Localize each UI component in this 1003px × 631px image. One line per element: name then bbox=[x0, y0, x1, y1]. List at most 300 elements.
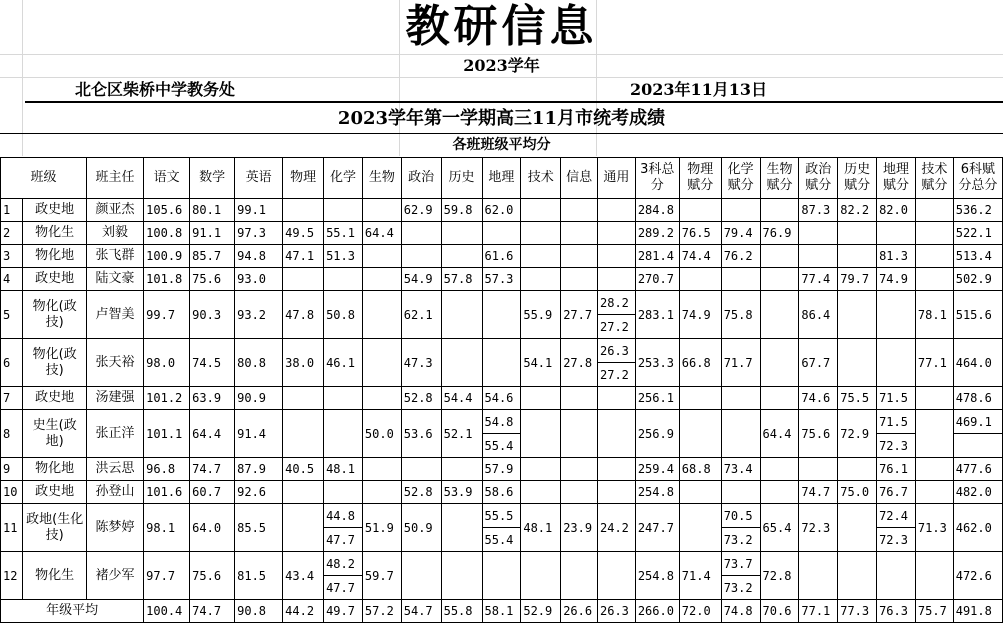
score-cell: 62.9 bbox=[401, 199, 441, 222]
score-cell: 284.8 bbox=[635, 199, 679, 222]
score-cell: 72.0 bbox=[679, 600, 721, 623]
score-cell: 100.8 bbox=[144, 222, 190, 245]
teacher-cell: 洪云思 bbox=[86, 458, 143, 481]
score-cell: 100.4 bbox=[144, 600, 190, 623]
score-cell bbox=[799, 222, 838, 245]
score-cell: 63.9 bbox=[190, 387, 235, 410]
score-cell: 259.4 bbox=[635, 458, 679, 481]
score-cell: 536.2 bbox=[953, 199, 1002, 222]
score-cell: 101.1 bbox=[144, 410, 190, 458]
col-header: 数学 bbox=[190, 158, 235, 199]
col-header: 英语 bbox=[235, 158, 283, 199]
score-cell bbox=[721, 410, 760, 458]
score-cell: 78.1 bbox=[915, 291, 953, 339]
score-cell: 27.2 bbox=[598, 363, 636, 387]
score-cell: 477.6 bbox=[953, 458, 1002, 481]
score-cell: 92.6 bbox=[235, 481, 283, 504]
score-cell: 72.3 bbox=[877, 434, 916, 458]
score-cell: 254.8 bbox=[635, 481, 679, 504]
score-cell: 266.0 bbox=[635, 600, 679, 623]
average-row bbox=[1, 600, 1003, 623]
score-cell: 270.7 bbox=[635, 268, 679, 291]
teacher-cell: 张正洋 bbox=[86, 410, 143, 458]
score-cell bbox=[838, 504, 877, 552]
score-cell bbox=[362, 245, 401, 268]
score-cell bbox=[838, 339, 877, 387]
score-cell bbox=[760, 268, 799, 291]
score-cell bbox=[760, 481, 799, 504]
score-cell: 502.9 bbox=[953, 268, 1002, 291]
score-cell: 47.8 bbox=[283, 291, 324, 339]
score-cell: 23.9 bbox=[561, 504, 598, 552]
table-row bbox=[1, 387, 1003, 410]
table-row bbox=[1, 291, 1003, 315]
score-cell: 96.8 bbox=[144, 458, 190, 481]
score-cell: 100.9 bbox=[144, 245, 190, 268]
score-cell: 54.7 bbox=[401, 600, 441, 623]
score-cell bbox=[598, 222, 636, 245]
score-cell bbox=[401, 245, 441, 268]
score-cell: 44.2 bbox=[283, 600, 324, 623]
score-cell bbox=[283, 481, 324, 504]
score-cell: 482.0 bbox=[953, 481, 1002, 504]
class-cell: 物化(政技) bbox=[23, 339, 86, 387]
score-cell: 74.7 bbox=[190, 458, 235, 481]
score-cell bbox=[760, 245, 799, 268]
score-cell bbox=[799, 458, 838, 481]
score-cell: 72.3 bbox=[799, 504, 838, 552]
score-cell: 85.5 bbox=[235, 504, 283, 552]
row-number: 3 bbox=[1, 245, 23, 268]
score-cell: 70.5 bbox=[721, 504, 760, 528]
score-cell: 472.6 bbox=[953, 552, 1002, 600]
score-cell: 99.7 bbox=[144, 291, 190, 339]
score-cell: 47.7 bbox=[324, 576, 363, 600]
score-cell bbox=[561, 268, 598, 291]
score-cell bbox=[877, 552, 916, 600]
score-cell: 49.5 bbox=[283, 222, 324, 245]
score-cell bbox=[877, 222, 916, 245]
score-cell bbox=[915, 222, 953, 245]
score-cell: 75.5 bbox=[838, 387, 877, 410]
score-cell: 76.9 bbox=[760, 222, 799, 245]
score-cell: 43.4 bbox=[283, 552, 324, 600]
score-cell bbox=[760, 199, 799, 222]
score-cell bbox=[679, 410, 721, 458]
score-cell: 97.3 bbox=[235, 222, 283, 245]
score-cell bbox=[915, 458, 953, 481]
gridline bbox=[0, 77, 1003, 78]
score-cell: 62.0 bbox=[482, 199, 521, 222]
score-cell: 66.8 bbox=[679, 339, 721, 387]
score-cell bbox=[441, 339, 482, 387]
score-cell: 76.3 bbox=[877, 600, 916, 623]
score-cell: 90.3 bbox=[190, 291, 235, 339]
score-cell: 60.7 bbox=[190, 481, 235, 504]
row-number: 8 bbox=[1, 410, 23, 458]
score-cell: 72.8 bbox=[760, 552, 799, 600]
score-cell: 247.7 bbox=[635, 504, 679, 552]
teacher-cell: 张天裕 bbox=[86, 339, 143, 387]
col-header: 历史赋分 bbox=[838, 158, 877, 199]
score-cell bbox=[598, 199, 636, 222]
row-number: 1 bbox=[1, 199, 23, 222]
score-cell bbox=[915, 199, 953, 222]
score-cell bbox=[401, 222, 441, 245]
score-cell bbox=[441, 291, 482, 339]
col-header: 技术赋分 bbox=[915, 158, 953, 199]
score-cell bbox=[721, 199, 760, 222]
col-header: 3科总分 bbox=[635, 158, 679, 199]
score-cell: 256.1 bbox=[635, 387, 679, 410]
score-cell bbox=[482, 339, 521, 387]
score-cell bbox=[721, 387, 760, 410]
score-cell: 75.8 bbox=[721, 291, 760, 339]
score-cell: 58.1 bbox=[482, 600, 521, 623]
row-number: 10 bbox=[1, 481, 23, 504]
score-cell bbox=[482, 222, 521, 245]
score-cell: 51.9 bbox=[362, 504, 401, 552]
teacher-cell: 褚少军 bbox=[86, 552, 143, 600]
score-cell: 281.4 bbox=[635, 245, 679, 268]
score-cell: 26.3 bbox=[598, 600, 636, 623]
score-cell: 81.5 bbox=[235, 552, 283, 600]
table-row bbox=[1, 245, 1003, 268]
score-cell: 82.2 bbox=[838, 199, 877, 222]
score-cell: 101.8 bbox=[144, 268, 190, 291]
score-cell bbox=[877, 339, 916, 387]
class-cell: 政地(生化技) bbox=[23, 504, 86, 552]
score-cell: 522.1 bbox=[953, 222, 1002, 245]
issue-date: 2023年11月13日 bbox=[630, 80, 768, 99]
col-header: 地理 bbox=[482, 158, 521, 199]
score-cell: 27.8 bbox=[561, 339, 598, 387]
score-cell: 28.2 bbox=[598, 291, 636, 315]
class-cell: 物化(政技) bbox=[23, 291, 86, 339]
score-cell bbox=[362, 387, 401, 410]
score-cell: 256.9 bbox=[635, 410, 679, 458]
score-cell: 26.6 bbox=[561, 600, 598, 623]
score-cell: 77.1 bbox=[799, 600, 838, 623]
score-cell: 47.7 bbox=[324, 528, 363, 552]
score-cell bbox=[721, 481, 760, 504]
row-number: 2 bbox=[1, 222, 23, 245]
score-cell: 513.4 bbox=[953, 245, 1002, 268]
row-number: 5 bbox=[1, 291, 23, 339]
col-header: 地理赋分 bbox=[877, 158, 916, 199]
score-cell bbox=[324, 199, 363, 222]
score-cell: 469.1 bbox=[953, 410, 1002, 434]
score-cell: 74.6 bbox=[799, 387, 838, 410]
score-cell: 26.3 bbox=[598, 339, 636, 363]
score-cell: 72.9 bbox=[838, 410, 877, 458]
score-cell: 283.1 bbox=[635, 291, 679, 339]
score-cell: 101.6 bbox=[144, 481, 190, 504]
score-cell: 73.2 bbox=[721, 576, 760, 600]
score-cell: 98.0 bbox=[144, 339, 190, 387]
score-cell bbox=[679, 504, 721, 552]
row-number: 7 bbox=[1, 387, 23, 410]
col-header: 信息 bbox=[561, 158, 598, 199]
score-cell: 75.6 bbox=[799, 410, 838, 458]
score-cell bbox=[521, 245, 561, 268]
score-cell: 74.8 bbox=[721, 600, 760, 623]
score-cell bbox=[362, 458, 401, 481]
score-cell bbox=[482, 291, 521, 339]
col-header: 语文 bbox=[144, 158, 190, 199]
score-cell: 55.4 bbox=[482, 434, 521, 458]
score-cell bbox=[324, 410, 363, 458]
score-cell: 87.3 bbox=[799, 199, 838, 222]
score-cell: 61.6 bbox=[482, 245, 521, 268]
class-cell: 物化生 bbox=[23, 552, 86, 600]
col-header: 班主任 bbox=[86, 158, 143, 199]
score-cell: 72.3 bbox=[877, 528, 916, 552]
score-cell: 47.1 bbox=[283, 245, 324, 268]
score-cell bbox=[324, 387, 363, 410]
teacher-cell: 陆文豪 bbox=[86, 268, 143, 291]
score-cell: 76.1 bbox=[877, 458, 916, 481]
score-cell bbox=[877, 291, 916, 339]
score-cell bbox=[721, 268, 760, 291]
average-label: 年级平均 bbox=[1, 600, 144, 623]
col-header: 化学赋分 bbox=[721, 158, 760, 199]
class-cell: 物化地 bbox=[23, 245, 86, 268]
table-row bbox=[1, 504, 1003, 528]
score-cell: 55.8 bbox=[441, 600, 482, 623]
row-number: 12 bbox=[1, 552, 23, 600]
score-cell: 515.6 bbox=[953, 291, 1002, 339]
score-cell bbox=[799, 245, 838, 268]
score-cell: 53.6 bbox=[401, 410, 441, 458]
score-cell bbox=[679, 199, 721, 222]
score-cell: 65.4 bbox=[760, 504, 799, 552]
score-cell bbox=[679, 481, 721, 504]
teacher-cell: 孙登山 bbox=[86, 481, 143, 504]
score-cell bbox=[521, 268, 561, 291]
row-number: 6 bbox=[1, 339, 23, 387]
score-cell: 64.4 bbox=[362, 222, 401, 245]
score-cell: 67.7 bbox=[799, 339, 838, 387]
school-year: 2023学年 bbox=[463, 56, 540, 75]
score-cell bbox=[561, 552, 598, 600]
score-cell: 54.1 bbox=[521, 339, 561, 387]
score-cell bbox=[561, 245, 598, 268]
table-row bbox=[1, 458, 1003, 481]
score-cell: 99.1 bbox=[235, 199, 283, 222]
table-row bbox=[1, 268, 1003, 291]
score-cell: 54.9 bbox=[401, 268, 441, 291]
score-cell: 50.0 bbox=[362, 410, 401, 458]
score-cell: 52.8 bbox=[401, 387, 441, 410]
score-cell bbox=[598, 552, 636, 600]
table-row bbox=[1, 410, 1003, 434]
score-cell: 101.2 bbox=[144, 387, 190, 410]
col-header: 生物 bbox=[362, 158, 401, 199]
score-cell bbox=[401, 552, 441, 600]
score-cell: 59.8 bbox=[441, 199, 482, 222]
score-cell: 51.3 bbox=[324, 245, 363, 268]
score-cell bbox=[521, 387, 561, 410]
score-cell: 73.7 bbox=[721, 552, 760, 576]
score-cell: 74.7 bbox=[190, 600, 235, 623]
score-cell: 70.6 bbox=[760, 600, 799, 623]
col-header: 物理赋分 bbox=[679, 158, 721, 199]
class-cell: 政史地 bbox=[23, 199, 86, 222]
score-cell bbox=[441, 504, 482, 552]
score-cell bbox=[561, 481, 598, 504]
score-cell: 93.0 bbox=[235, 268, 283, 291]
score-cell: 464.0 bbox=[953, 339, 1002, 387]
class-cell: 史生(政地) bbox=[23, 410, 86, 458]
score-cell: 74.4 bbox=[679, 245, 721, 268]
score-cell bbox=[283, 387, 324, 410]
score-cell bbox=[838, 222, 877, 245]
score-cell bbox=[953, 434, 1002, 458]
score-cell: 54.4 bbox=[441, 387, 482, 410]
class-cell: 政史地 bbox=[23, 387, 86, 410]
score-cell: 53.9 bbox=[441, 481, 482, 504]
score-cell: 77.1 bbox=[915, 339, 953, 387]
score-cell: 40.5 bbox=[283, 458, 324, 481]
score-cell bbox=[521, 222, 561, 245]
score-cell: 75.6 bbox=[190, 552, 235, 600]
score-cell: 77.3 bbox=[838, 600, 877, 623]
score-cell: 27.7 bbox=[561, 291, 598, 339]
table-row bbox=[1, 339, 1003, 363]
score-cell: 76.2 bbox=[721, 245, 760, 268]
score-cell bbox=[441, 552, 482, 600]
score-cell: 52.8 bbox=[401, 481, 441, 504]
score-cell: 71.3 bbox=[915, 504, 953, 552]
score-cell bbox=[679, 387, 721, 410]
score-cell: 24.2 bbox=[598, 504, 636, 552]
score-cell: 79.4 bbox=[721, 222, 760, 245]
teacher-cell: 卢智美 bbox=[86, 291, 143, 339]
score-cell: 48.1 bbox=[324, 458, 363, 481]
score-cell bbox=[283, 199, 324, 222]
col-header: 生物赋分 bbox=[760, 158, 799, 199]
score-cell: 52.9 bbox=[521, 600, 561, 623]
score-cell bbox=[561, 410, 598, 458]
score-cell: 57.9 bbox=[482, 458, 521, 481]
score-cell bbox=[760, 458, 799, 481]
score-cell: 85.7 bbox=[190, 245, 235, 268]
score-cell: 49.7 bbox=[324, 600, 363, 623]
score-cell bbox=[362, 481, 401, 504]
page-title: 教研信息 bbox=[405, 1, 598, 52]
score-cell bbox=[362, 199, 401, 222]
score-cell: 58.6 bbox=[482, 481, 521, 504]
score-cell: 105.6 bbox=[144, 199, 190, 222]
class-cell: 政史地 bbox=[23, 481, 86, 504]
score-cell bbox=[838, 458, 877, 481]
score-cell bbox=[362, 291, 401, 339]
score-cell: 462.0 bbox=[953, 504, 1002, 552]
score-cell: 55.5 bbox=[482, 504, 521, 528]
row-number: 4 bbox=[1, 268, 23, 291]
score-cell: 81.3 bbox=[877, 245, 916, 268]
score-cell bbox=[598, 387, 636, 410]
score-cell: 50.8 bbox=[324, 291, 363, 339]
score-cell: 54.6 bbox=[482, 387, 521, 410]
score-cell: 75.0 bbox=[838, 481, 877, 504]
score-cell: 57.2 bbox=[362, 600, 401, 623]
score-cell: 64.0 bbox=[190, 504, 235, 552]
col-header: 班级 bbox=[1, 158, 87, 199]
score-cell: 75.6 bbox=[190, 268, 235, 291]
score-cell: 71.4 bbox=[679, 552, 721, 600]
col-header: 政治 bbox=[401, 158, 441, 199]
col-header: 历史 bbox=[441, 158, 482, 199]
score-cell: 54.8 bbox=[482, 410, 521, 434]
col-header: 技术 bbox=[521, 158, 561, 199]
table-row bbox=[1, 199, 1003, 222]
score-cell: 50.9 bbox=[401, 504, 441, 552]
row-number: 9 bbox=[1, 458, 23, 481]
score-cell: 76.7 bbox=[877, 481, 916, 504]
score-cell bbox=[598, 268, 636, 291]
score-cell bbox=[760, 387, 799, 410]
score-cell: 82.0 bbox=[877, 199, 916, 222]
score-cell: 79.7 bbox=[838, 268, 877, 291]
score-cell bbox=[598, 458, 636, 481]
score-cell: 71.7 bbox=[721, 339, 760, 387]
teacher-cell: 刘毅 bbox=[86, 222, 143, 245]
table-row bbox=[1, 481, 1003, 504]
organization: 北仑区柴桥中学教务处 bbox=[75, 80, 236, 99]
score-cell bbox=[401, 458, 441, 481]
teacher-cell: 陈梦婷 bbox=[86, 504, 143, 552]
score-cell bbox=[679, 268, 721, 291]
score-cell bbox=[521, 552, 561, 600]
score-cell bbox=[561, 199, 598, 222]
score-cell bbox=[521, 458, 561, 481]
score-cell: 62.1 bbox=[401, 291, 441, 339]
score-cell bbox=[598, 481, 636, 504]
class-cell: 物化地 bbox=[23, 458, 86, 481]
score-cell: 72.4 bbox=[877, 504, 916, 528]
score-cell: 64.4 bbox=[760, 410, 799, 458]
col-header: 物理 bbox=[283, 158, 324, 199]
score-cell bbox=[915, 268, 953, 291]
score-cell: 27.2 bbox=[598, 315, 636, 339]
score-cell: 48.1 bbox=[521, 504, 561, 552]
score-cell: 47.3 bbox=[401, 339, 441, 387]
score-cell bbox=[521, 481, 561, 504]
score-cell: 87.9 bbox=[235, 458, 283, 481]
score-cell bbox=[799, 552, 838, 600]
score-cell: 57.8 bbox=[441, 268, 482, 291]
score-cell: 90.8 bbox=[235, 600, 283, 623]
score-cell bbox=[561, 387, 598, 410]
score-cell bbox=[915, 410, 953, 458]
score-cell: 254.8 bbox=[635, 552, 679, 600]
score-cell: 80.8 bbox=[235, 339, 283, 387]
score-cell: 491.8 bbox=[953, 600, 1002, 623]
score-cell: 55.9 bbox=[521, 291, 561, 339]
score-cell bbox=[838, 245, 877, 268]
score-cell: 71.5 bbox=[877, 410, 916, 434]
score-cell bbox=[838, 552, 877, 600]
score-cell bbox=[521, 410, 561, 458]
score-cell bbox=[362, 268, 401, 291]
score-cell: 253.3 bbox=[635, 339, 679, 387]
score-cell: 74.9 bbox=[679, 291, 721, 339]
score-cell: 75.7 bbox=[915, 600, 953, 623]
score-cell: 71.5 bbox=[877, 387, 916, 410]
score-cell: 59.7 bbox=[362, 552, 401, 600]
